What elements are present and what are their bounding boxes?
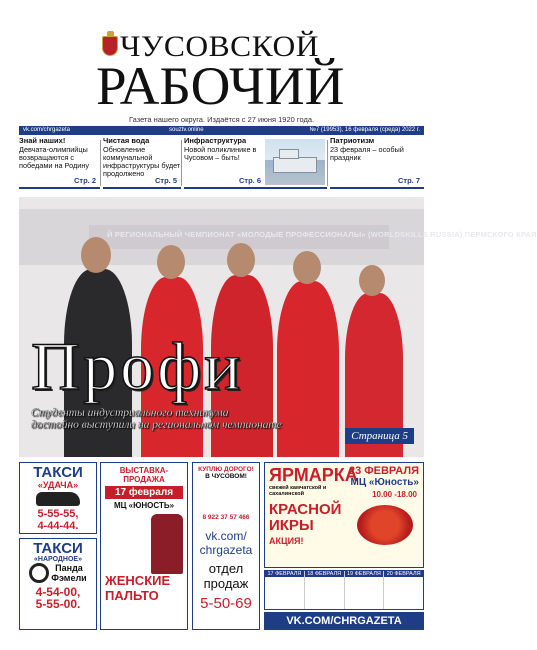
calendar-day <box>265 571 305 609</box>
calendar-day <box>305 571 345 609</box>
ad-brand: «УДАЧА» <box>37 480 79 490</box>
calendar-date: 20 ФЕВРАЛЯ <box>384 571 423 577</box>
ad-phone: 5-55-00. <box>35 597 81 611</box>
sales-label: продаж <box>203 576 249 591</box>
cover-page-ref[interactable]: Страница 5 <box>345 428 414 444</box>
caviar-fair-ad[interactable] <box>264 462 424 568</box>
ad-product: ЖЕНСКИЕ <box>105 573 171 588</box>
vk-link[interactable]: vk.com/ <box>205 529 247 543</box>
teaser-heading: Знай наших! <box>19 136 66 145</box>
calendar-day <box>345 571 385 609</box>
teaser-heading: Инфраструктура <box>184 136 247 145</box>
calendar-date: 17 ФЕВРАЛЯ <box>265 571 304 577</box>
sales-phone: 5-50-69 <box>200 595 252 612</box>
issue-number: №7 (19953), 16 февраля (среда) 2022 г. <box>309 127 420 133</box>
ad-phone: 8 922 37 57 466 <box>202 514 250 521</box>
teaser-page: Стр. 5 <box>154 176 177 185</box>
ad-time: 10.00 -18.00 <box>372 490 417 499</box>
ad-heading: ВЫСТАВКА-ПРОДАЖА <box>119 466 169 484</box>
banner-text: Й РЕГИОНАЛЬНЫЙ ЧЕМПИОНАТ «МОЛОДЫЕ ПРОФЕССИОНАЛЫ» (WORLDSKILLS RUSSIA) ПЕРМСКОГО КРАЯ <box>107 230 537 239</box>
teaser-page: Стр. 2 <box>73 176 96 185</box>
ad-place: МЦ «Юность» <box>350 477 419 488</box>
ad-phone: 4-44-44. <box>37 520 79 532</box>
divider <box>100 140 101 186</box>
masthead-title-line2: РАБОЧИЙ <box>96 56 345 116</box>
coat-of-arms-icon <box>102 36 118 56</box>
ad-subheading: свежей камчатской и сахалинской <box>269 485 327 497</box>
teaser-page: Стр. 7 <box>397 176 420 185</box>
cover-subline-2: достойно выступили на региональном чемпионате <box>31 419 282 431</box>
taxi-udacha-ad[interactable] <box>19 462 97 534</box>
teaser-body: Новой поликлинике в Чусовом – быть! <box>184 145 257 162</box>
ad-brand: Панда <box>55 563 83 573</box>
person-head <box>81 237 111 273</box>
sales-contact-ad[interactable] <box>192 462 260 630</box>
person-head <box>157 245 185 279</box>
teaser-heading: Патриотизм <box>330 136 375 145</box>
calendar-date: 18 ФЕВРАЛЯ <box>305 571 344 577</box>
site-link[interactable]: souztv.online <box>169 127 204 133</box>
ad-product: ИКРЫ <box>269 517 314 534</box>
cover-photo <box>19 197 537 457</box>
calendar-date: 19 ФЕВРАЛЯ <box>345 571 384 577</box>
vk-link[interactable]: chrgazeta <box>199 543 253 557</box>
clinic-building-image <box>265 139 325 185</box>
ad-heading: ТАКСИ <box>33 540 83 557</box>
ad-brand: Фэмели <box>51 573 87 583</box>
person-head <box>227 243 255 277</box>
sales-label: отдел <box>208 561 244 576</box>
ad-phone: 4-54-00, <box>35 585 81 599</box>
coat-sale-ad[interactable] <box>100 462 188 630</box>
car-icon <box>36 492 80 506</box>
teaser-body: Девчата-олимпийцы возвращаются с победами на Родину <box>19 145 90 170</box>
taxi-narodnoe-ad[interactable] <box>19 538 97 630</box>
weather-calendar <box>264 570 424 610</box>
cover-subline-1: Студенты индустриального техникума <box>31 407 229 419</box>
teaser-4[interactable] <box>330 137 424 189</box>
ad-place: МЦ «ЮНОСТЬ» <box>113 501 175 510</box>
caviar-jar-icon <box>357 505 413 545</box>
teaser-2[interactable] <box>103 137 181 189</box>
masthead-tagline: Газета нашего округа. Издаётся с 27 июня 1920 года. <box>129 115 315 124</box>
ad-heading: ЯРМАРКА <box>269 465 358 485</box>
teaser-1[interactable] <box>19 137 100 189</box>
ad-heading: КУПЛЮ ДОРОГО! <box>198 466 254 473</box>
divider <box>327 140 328 186</box>
teaser-page: Стр. 6 <box>238 176 261 185</box>
ad-date: 23 ФЕВРАЛЯ <box>348 465 419 477</box>
vk-banner[interactable]: VK.COM/CHRGAZETA <box>264 612 424 630</box>
person-head <box>359 265 385 296</box>
coat-image <box>151 514 183 574</box>
vk-link[interactable]: vk.com/chrgazeta <box>23 127 71 133</box>
ad-date: 17 февраля <box>105 486 183 499</box>
ad-city: В ЧУСОВОМ! <box>205 473 247 480</box>
calendar-day <box>384 571 423 609</box>
cover-headline: Профи <box>31 328 244 404</box>
ad-product: ПАЛЬТО <box>105 588 159 603</box>
panda-icon <box>29 563 49 583</box>
issue-info-strip <box>19 126 424 135</box>
teaser-body: 23 февраля – особый праздник <box>330 145 404 162</box>
divider <box>181 140 182 186</box>
ad-brand: «НАРОДНОЕ» <box>34 556 82 563</box>
teaser-body: Обновление коммунальной инфраструктуры будет продолжено <box>103 145 181 178</box>
person-head <box>293 251 321 284</box>
ad-promo: АКЦИЯ! <box>269 536 304 546</box>
masthead-title-line1: ЧУСОВСКОЙ <box>120 30 320 63</box>
teaser-heading: Чистая вода <box>103 136 150 145</box>
ad-phone: 5-55-55, <box>37 508 79 520</box>
person-figure <box>277 281 339 457</box>
ad-heading: ТАКСИ <box>33 464 83 481</box>
ad-product: КРАСНОЙ <box>269 501 342 518</box>
